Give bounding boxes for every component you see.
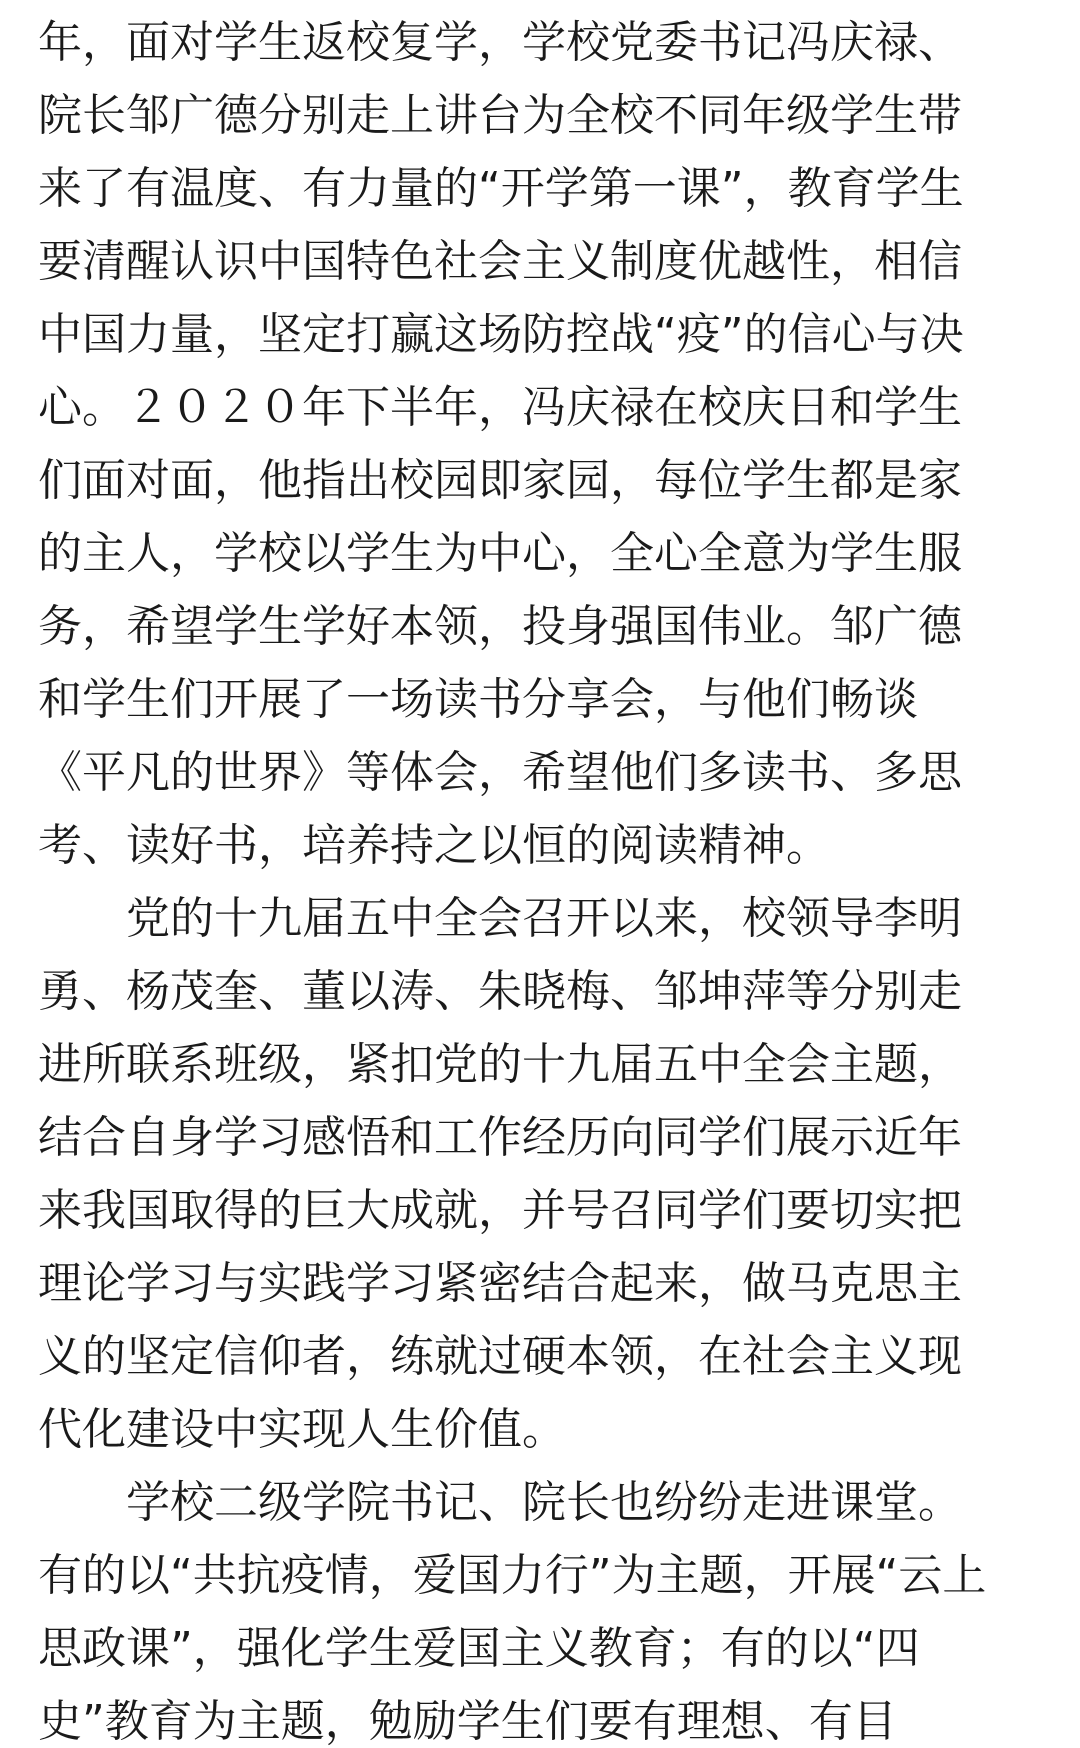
article-body [38,6,1038,1748]
text-line: 院长邹广德分别走上讲台为全校不同年级学生带 [38,90,962,141]
text-line: 和学生们开展了一场读书分享会，与他们畅谈 [38,674,918,725]
text-line: 思政课”，强化学生爱国主义教育；有的以“四 [38,1623,920,1674]
text-line: 进所联系班级，紧扣党的十九届五中全会主题， [38,1039,962,1090]
text-line: 代化建设中实现人生价值。 [38,1404,566,1455]
text-line: 来了有温度、有力量的“开学第一课”，教育学生 [38,163,964,214]
text-line: 党的十九届五中全会召开以来，校领导李明 [38,893,962,944]
text-line: 们面对面，他指出校园即家园，每位学生都是家 [38,455,962,506]
text-line: 理论学习与实践学习紧密结合起来，做马克思主 [38,1258,962,1309]
text-line: 心。２０２０年下半年，冯庆禄在校庆日和学生 [38,382,962,433]
text-line: 学校二级学院书记、院长也纷纷走进课堂。 [38,1477,962,1528]
text-line: 考、读好书，培养持之以恒的阅读精神。 [38,820,830,871]
text-line: 结合自身学习感悟和工作经历向同学们展示近年 [38,1112,962,1163]
text-line: 史”教育为主题，勉励学生们要有理想、有目 [38,1696,897,1747]
text-line: 义的坚定信仰者，练就过硬本领，在社会主义现 [38,1331,962,1382]
text-line: 有的以“共抗疫情，爱国力行”为主题，开展“云上 [38,1550,987,1601]
text-line: 务，希望学生学好本领，投身强国伟业。邹广德 [38,601,962,652]
text-line: 来我国取得的巨大成就，并号召同学们要切实把 [38,1185,962,1236]
text-line: 的主人，学校以学生为中心，全心全意为学生服 [38,528,962,579]
text-line: 中国力量，坚定打赢这场防控战“疫”的信心与决 [38,309,964,360]
text-line: 勇、杨茂奎、董以涛、朱晓梅、邹坤萍等分别走 [38,966,962,1017]
text-line: 《平凡的世界》等体会，希望他们多读书、多思 [38,747,962,798]
text-line: 要清醒认识中国特色社会主义制度优越性，相信 [38,236,962,287]
text-line: 年，面对学生返校复学，学校党委书记冯庆禄、 [38,17,962,68]
